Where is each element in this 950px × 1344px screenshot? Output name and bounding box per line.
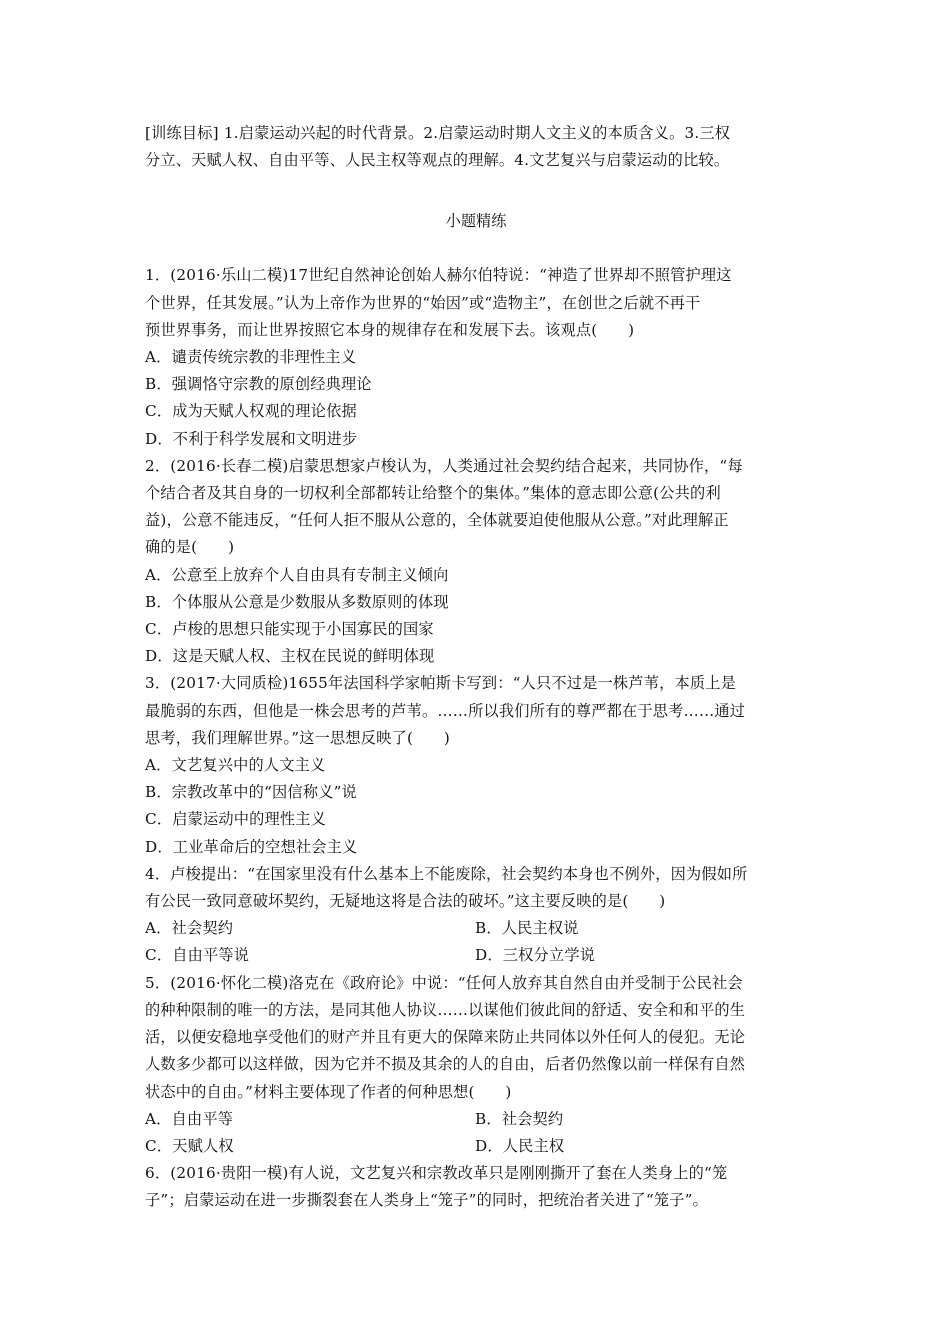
option-b: B．宗教改革中的“因信称义”说 [145,783,357,802]
option-a: A．公意至上放弃个人自由具有专制主义倾向 [145,565,449,584]
question-stem-line: 1．(2016·乐山二模)17世纪自然神论创始人赫尔伯特说：“神造了世界却不照管护理这 [145,266,732,285]
question-6 [145,1160,807,1214]
option-d: D．这是天赋人权、主权在民说的鲜明体现 [145,647,435,666]
option-a: A．谴责传统宗教的非理性主义 [145,348,357,367]
option-b: B．社会契约 [475,1109,564,1128]
question-stem-line: 益)，公意不能违反，“任何人拒不服从公意的，全体就要迫使他服从公意。”对此理解正 [145,511,729,530]
question-4 [145,861,807,970]
option-d: D．不利于科学发展和文明进步 [145,429,358,448]
question-stem-line: 2．(2016·长春二模)启蒙思想家卢梭认为，人类通过社会契约结合起来，共同协作，“每 [145,456,743,475]
objectives-line: 分立、天赋人权、自由平等、人民主权等观点的理解。4.文艺复兴与启蒙运动的比较。 [145,151,730,170]
option-a: A．文艺复兴中的人文主义 [145,756,326,775]
question-stem-line: 个结合者及其自身的一切权利全部都转让给整个的集体。”集体的意志即公意(公共的利 [145,484,721,503]
document-page [145,120,807,1215]
question-stem-line: 子”；启蒙运动在进一步撕裂套在人类身上“笼子”的同时，把统治者关进了“笼子”。 [145,1191,708,1210]
options-row [145,1106,807,1133]
question-stem-line: 思考，我们理解世界。”这一思想反映了( ) [145,728,450,747]
question-3 [145,670,807,860]
question-stem-line: 3．(2017·大同质检)1655年法国科学家帕斯卡写到：“人只不过是一株芦苇，本质上是 [145,674,737,693]
option-c: C．启蒙运动中的理性主义 [145,810,327,829]
option-c: C．成为天赋人权观的理论依据 [145,402,357,421]
option-c: C．自由平等说 [145,946,250,965]
section-title: 小题精练 [445,212,507,231]
question-stem-line: 6．(2016·贵阳一模)有人说，文艺复兴和宗教改革只是刚刚撕开了套在人类身上的“笼 [145,1164,728,1183]
question-stem-line: 预世界事务，而让世界按照它本身的规律存在和发展下去。该观点( ) [145,320,635,339]
options-row [145,915,807,942]
option-c: C．天赋人权 [145,1136,234,1155]
option-d: D．工业革命后的空想社会主义 [145,837,358,856]
options-row [145,1133,807,1160]
option-a: A．社会契约 [145,919,234,938]
question-stem-line: 人数多少都可以这样做，因为它并不损及其余的人的自由，后者仍然像以前一样保有自然 [145,1055,746,1074]
question-5 [145,970,807,1160]
question-stem-line: 的种种限制的唯一的方法，是同其他人协议……以谋他们彼此间的舒适、安全和和平的生 [145,1000,746,1019]
question-stem-line: 个世界，任其发展。”认为上帝作为世界的“始因”或“造物主”，在创世之后就不再干 [145,293,701,312]
question-2 [145,453,807,671]
option-d: D．三权分立学说 [475,946,596,965]
option-b: B．强调恪守宗教的原创经典理论 [145,375,372,394]
objectives-line: [训练目标] 1.启蒙运动兴起的时代背景。2.启蒙运动时期人文主义的本质含义。3.三权 [145,124,731,142]
question-stem-line: 4．卢梭提出：“在国家里没有什么基本上不能废除，社会契约本身也不例外，因为假如所 [145,864,748,883]
option-c: C．卢梭的思想只能实现于小国寡民的国家 [145,620,434,639]
option-b: B．人民主权说 [475,919,579,938]
training-objectives [145,120,807,174]
option-a: A．自由平等 [145,1109,234,1128]
question-stem-line: 最脆弱的东西，但他是一株会思考的芦苇。……所以我们所有的尊严都在于思考……通过 [145,701,746,720]
question-stem-line: 确的是( ) [145,538,235,557]
question-1 [145,262,807,452]
question-stem-line: 5．(2016·怀化二模)洛克在《政府论》中说：“任何人放弃其自然自由并受制于公民社会 [145,973,743,992]
option-b: B．个体服从公意是少数服从多数原则的体现 [145,592,449,611]
question-stem-line: 活，以便安稳地享受他们的财产并且有更大的保障来防止共同体以外任何人的侵犯。无论 [145,1028,746,1047]
question-stem-line: 有公民一致同意破坏契约，无疑地这将是合法的破坏。”这主要反映的是( ) [145,892,666,911]
question-stem-line: 状态中的自由。”材料主要体现了作者的何种思想( ) [145,1082,512,1101]
option-d: D．人民主权 [475,1136,565,1155]
options-row [145,942,807,969]
